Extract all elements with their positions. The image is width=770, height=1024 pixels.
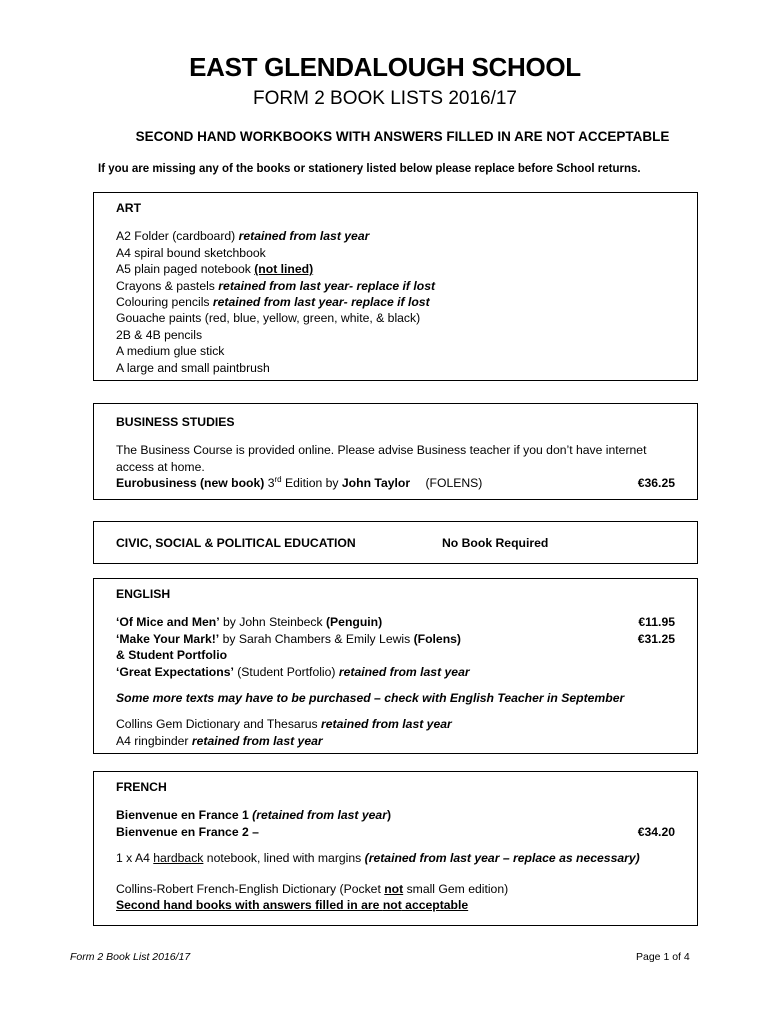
business-section [93, 403, 698, 500]
art-section [93, 192, 698, 381]
business-text: access at home. [116, 459, 205, 474]
list-item: Gouache paints (red, blue, yellow, green, white, & black) [116, 311, 421, 326]
price: €31.25 [637, 631, 675, 646]
french-section [93, 771, 698, 926]
list-item: A medium glue stick [116, 344, 225, 359]
list-item: Collins-Robert French-English Dictionary (Pocket not small Gem edition) [116, 881, 509, 896]
price: €36.25 [637, 476, 675, 491]
book-row: Eurobusiness (new book) 3rd Edition by John Taylor (FOLENS) €36.25 [116, 475, 675, 491]
french-heading: FRENCH [116, 780, 167, 794]
list-item: A4 ringbinder retained from last year [116, 733, 323, 748]
list-item: Crayons & pastels retained from last year- replace if lost [116, 278, 436, 293]
list-item: 1 x A4 hardback notebook, lined with margins (retained from last year – replace as necessary) [116, 851, 640, 866]
footer-title: Form 2 Book List 2016/17 [70, 951, 191, 963]
list-item: A large and small paintbrush [116, 360, 270, 375]
page-number: Page 1 of 4 [636, 951, 690, 963]
civic-heading: CIVIC, SOCIAL & POLITICAL EDUCATION [116, 536, 356, 550]
english-heading: ENGLISH [116, 587, 171, 601]
book-row: ‘Make Your Mark!’ by Sarah Chambers & Emily Lewis (Folens) €31.25 [116, 631, 675, 646]
no-book-note: No Book Required [442, 536, 549, 550]
list-item: A4 spiral bound sketchbook [116, 245, 266, 260]
book-row: & Student Portfolio [116, 648, 228, 663]
business-heading: BUSINESS STUDIES [116, 415, 235, 429]
book-row: Bienvenue en France 2 – €34.20 [116, 824, 675, 839]
form-title: FORM 2 BOOK LISTS 2016/17 [253, 88, 517, 109]
list-item: 2B & 4B pencils [116, 327, 203, 342]
replace-notice: If you are missing any of the books or stationery listed below please replace before School returns. [98, 163, 641, 175]
civic-section [93, 521, 698, 564]
list-item: A2 Folder (cardboard) retained from last year [116, 229, 370, 244]
school-title: EAST GLENDALOUGH SCHOOL [189, 52, 581, 82]
english-section [93, 578, 698, 754]
list-item: Colouring pencils retained from last year- replace if lost [116, 295, 430, 310]
price: €11.95 [638, 615, 675, 630]
book-row: Bienvenue en France 1 (retained from last year) [116, 808, 392, 823]
list-item: Collins Gem Dictionary and Thesarus retained from last year [116, 717, 452, 732]
french-warning: Second hand books with answers filled in are not acceptable [116, 898, 469, 913]
art-heading: ART [116, 201, 142, 215]
list-item: A5 plain paged notebook (not lined) [116, 262, 314, 277]
warning-banner: SECOND HAND WORKBOOKS WITH ANSWERS FILLED IN ARE NOT ACCEPTABLE [135, 129, 670, 144]
price: €34.20 [637, 824, 675, 839]
business-text: The Business Course is provided online. Please advise Business teacher if you don’t have internet [116, 443, 647, 458]
english-note: Some more texts may have to be purchased – check with English Teacher in September [116, 691, 625, 706]
book-row: ‘Of Mice and Men’ by John Steinbeck (Penguin) €11.95 [116, 615, 675, 630]
book-row: ‘Great Expectations’ (Student Portfolio) retained from last year [116, 664, 470, 679]
